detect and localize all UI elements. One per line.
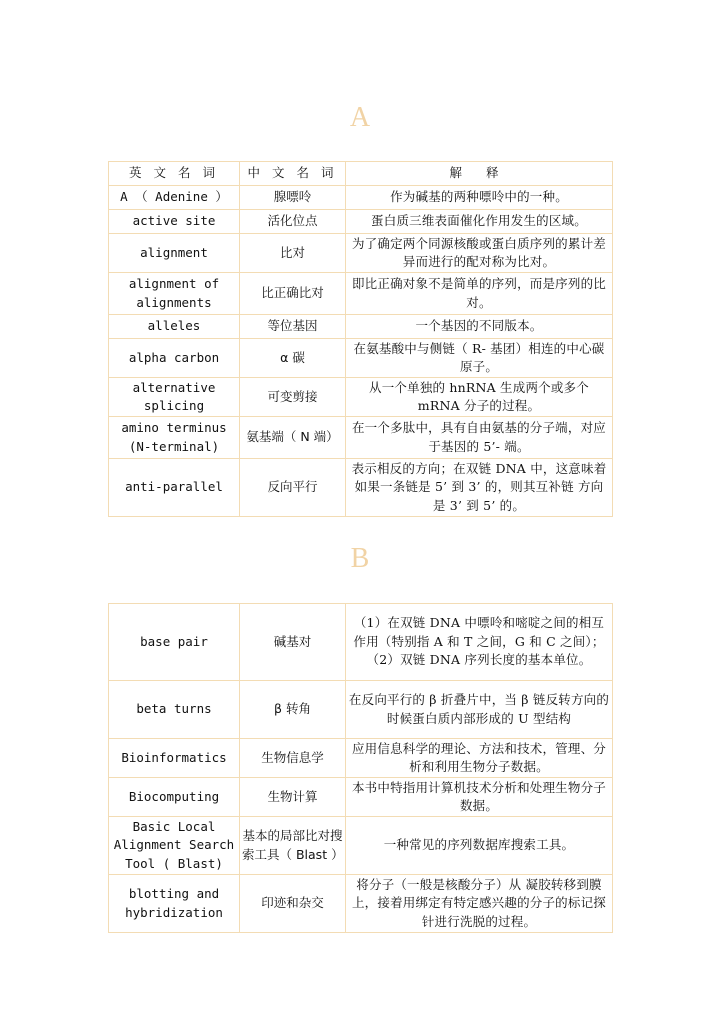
glossary-table-a [108,161,613,517]
term-chinese: β 转角 [240,681,346,739]
table-row [109,778,613,817]
term-definition: 应用信息科学的理论、方法和技术，管理、分析和利用生物分子数据。 [346,739,613,778]
term-chinese: 氨基端（ N 端） [240,417,346,459]
section-letter-a: A [349,102,371,133]
term-english: anti-parallel [109,459,240,517]
table-row [109,273,613,315]
term-chinese: 印迹和杂交 [240,875,346,933]
term-definition: （1）在双链 DNA 中嘌呤和嘧啶之间的相互作用（特别指 A 和 T 之间，G 和 C 之间）；（2）双链 DNA 序列长度的基本单位。 [346,604,613,681]
term-chinese: 活化位点 [240,210,346,234]
term-definition: 本书中特指用计算机技术分析和处理生物分子数据。 [346,778,613,817]
term-definition: 作为碱基的两种嘌呤中的一种。 [346,186,613,210]
table-row [109,681,613,739]
term-chinese: 腺嘌呤 [240,186,346,210]
term-definition: 一种常见的序列数据库搜索工具。 [346,817,613,875]
term-english: Biocomputing [109,778,240,817]
table-row [109,186,613,210]
term-chinese: 生物信息学 [240,739,346,778]
table-row [109,875,613,933]
header-definition: 解 释 [346,162,613,186]
term-definition: 在氨基酸中与侧链（ R- 基团）相连的中心碳原子。 [346,339,613,378]
term-english: alignment of alignments [109,273,240,315]
term-chinese: 等位基因 [240,315,346,339]
term-definition: 从一个单独的 hnRNA 生成两个或多个 mRNA 分子的过程。 [346,378,613,417]
term-chinese: α 碳 [240,339,346,378]
term-definition: 即比正确对象不是简单的序列，而是序列的比对。 [346,273,613,315]
term-definition: 为了确定两个同源核酸或蛋白质序列的累计差异而进行的配对称为比对。 [346,234,613,273]
term-chinese: 碱基对 [240,604,346,681]
term-chinese: 比正确比对 [240,273,346,315]
header-english-term: 英 文 名 词 [109,162,240,186]
section-letter-b: B [350,543,370,574]
table-row [109,459,613,517]
term-english: alternative splicing [109,378,240,417]
table-row [109,378,613,417]
table-row [109,604,613,681]
term-chinese: 可变剪接 [240,378,346,417]
term-chinese: 基本的局部比对搜索工具（ Blast ） [240,817,346,875]
term-english: alignment [109,234,240,273]
term-definition: 在反向平行的 β 折叠片中，当 β 链反转方向的时候蛋白质内部形成的 U 型结构 [346,681,613,739]
table-row [109,315,613,339]
table-header-row [109,162,613,186]
term-chinese: 生物计算 [240,778,346,817]
glossary-table-b [108,603,613,933]
term-english: A （ Adenine ） [109,186,240,210]
term-chinese: 比对 [240,234,346,273]
term-definition: 表示相反的方向；在双链 DNA 中，这意味着如果一条链是 5’ 到 3’ 的，则其互补链 方向 是 3’ 到 5’ 的。 [346,459,613,517]
table-row [109,817,613,875]
table-row [109,739,613,778]
term-english: blotting and hybridization [109,875,240,933]
term-english: Basic Local Alignment Search Tool ( Blast) [109,817,240,875]
term-chinese: 反向平行 [240,459,346,517]
term-definition: 将分子（一般是核酸分子）从 凝胶转移到膜上，接着用绑定有特定感兴趣的分子的标记探针进行洗脱的过程。 [346,875,613,933]
table-row [109,210,613,234]
term-english: active site [109,210,240,234]
term-definition: 在一个多肽中，具有自由氨基的分子端，对应于基因的 5’- 端。 [346,417,613,459]
term-english: beta turns [109,681,240,739]
table-row [109,234,613,273]
term-english: alleles [109,315,240,339]
term-english: Bioinformatics [109,739,240,778]
table-row [109,417,613,459]
term-definition: 蛋白质三维表面催化作用发生的区域。 [346,210,613,234]
header-chinese-term: 中 文 名 词 [240,162,346,186]
term-definition: 一个基因的不同版本。 [346,315,613,339]
term-english: alpha carbon [109,339,240,378]
table-row [109,339,613,378]
term-english: base pair [109,604,240,681]
term-english: amino terminus (N-terminal) [109,417,240,459]
